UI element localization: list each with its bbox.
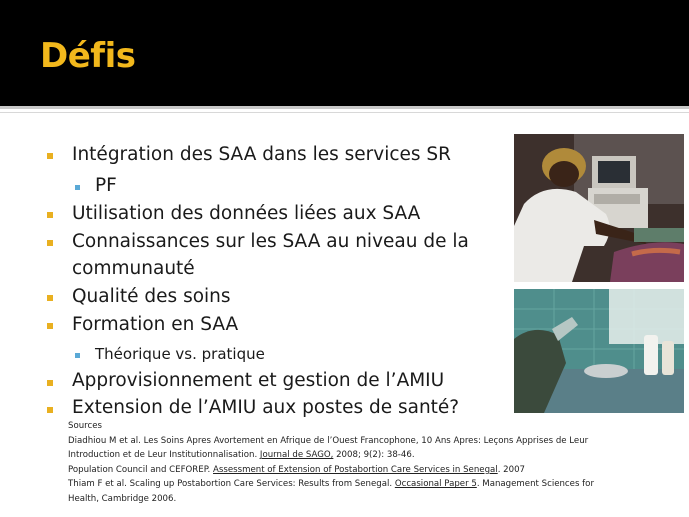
sub-bullet-square-icon	[75, 353, 80, 358]
reference-1-cont	[68, 448, 668, 463]
reference-1-text-c: 2008; 9(2): 38-46.	[333, 450, 415, 461]
reference-2-text-a: Population Council and CEFOREP.	[68, 464, 214, 475]
bullet-item: Utilisation des données liées aux SAA	[72, 203, 421, 224]
reference-3	[68, 477, 668, 492]
reference-2	[68, 463, 668, 478]
photo-clinic-graphic	[514, 289, 684, 413]
bullet-square-icon	[47, 323, 53, 329]
title-bar	[0, 0, 689, 106]
sources-block	[68, 419, 668, 507]
sources-heading: Sources	[68, 421, 102, 431]
photo-sterilization-area	[514, 289, 684, 413]
photo-ultrasound-graphic	[514, 134, 684, 282]
reference-1	[68, 434, 668, 449]
bullet-item: Approvisionnement et gestion de l’AMIU	[72, 370, 445, 391]
reference-1-journal: Journal de SAGO,	[259, 450, 334, 461]
header-divider	[0, 106, 689, 109]
reference-3-cont	[68, 492, 668, 507]
bullet-square-icon	[47, 407, 53, 413]
bullet-square-icon	[47, 153, 53, 159]
reference-2-title: Assessment of Extension of Postabortion Care Services in Senegal	[213, 464, 498, 475]
reference-3-text-c: Health, Cambridge 2006.	[68, 493, 177, 504]
bullet-item: Connaissances sur les SAA au niveau de la	[72, 231, 469, 252]
reference-1-text-b: Introduction et de Leur Institutionnalisation.	[68, 450, 260, 461]
reference-2-text-b: . 2007	[497, 464, 526, 475]
bullet-item: Formation en SAA	[72, 314, 239, 335]
sub-bullet-item: PF	[95, 175, 117, 196]
bullet-square-icon	[47, 212, 53, 218]
bullet-square-icon	[47, 380, 53, 386]
bullet-item: Qualité des soins	[72, 286, 231, 307]
bullet-item-continued: communauté	[72, 258, 195, 279]
sub-bullet-square-icon	[75, 185, 80, 190]
header-divider-thin	[0, 112, 689, 113]
reference-3-text-b: . Management Sciences for	[476, 479, 594, 490]
bullet-item: Extension de l’AMIU aux postes de santé?	[72, 397, 460, 418]
reference-1-text-a: Diadhiou M et al. Les Soins Apres Avortement en Afrique de l’Ouest Francophone, 10 Ans Apres: Leçons Apprises de Leur	[68, 435, 589, 446]
photo-ultrasound-exam	[514, 134, 684, 282]
reference-3-text-a: Thiam F et al. Scaling up Postabortion Care Services: Results from Senegal.	[68, 479, 395, 490]
bullet-square-icon	[47, 240, 53, 246]
bullet-square-icon	[47, 295, 53, 301]
bullet-item: Intégration des SAA dans les services SR	[72, 144, 452, 165]
reference-3-title: Occasional Paper 5	[394, 479, 477, 490]
slide-title: Défis	[40, 36, 136, 76]
sub-bullet-item: Théorique vs. pratique	[95, 345, 265, 363]
